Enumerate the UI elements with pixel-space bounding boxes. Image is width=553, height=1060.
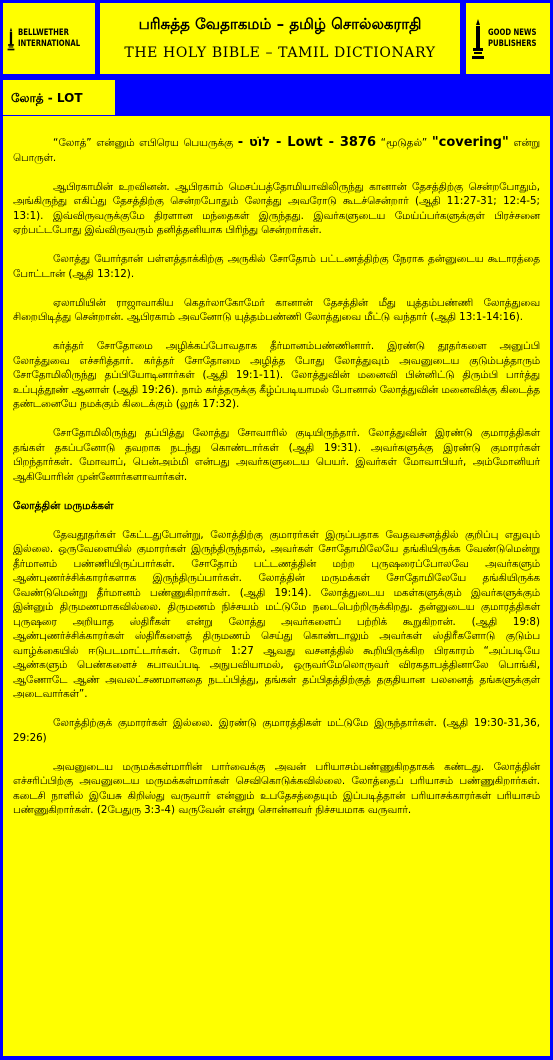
topic-label: லோத் - LOT	[11, 91, 83, 105]
good-news-logo	[470, 7, 546, 70]
header-left-logo-box	[3, 3, 95, 74]
article-body	[3, 116, 550, 818]
paragraph: லோத்திற்குக் குமாரர்கள் இல்லை. இரண்டு குமாரத்திகள் மட்டுமே இருந்தார்கள். (ஆதி 19:30-31,36, 29:26)	[13, 717, 540, 744]
paragraph: தேவதூதர்கள் கேட்டதுபோன்று, லோத்திற்கு குமாரர்கள் இருப்பதாக வேதவசனத்தில் குறிப்பு எதுவும் இல்லை. ஒருவேளையில் குமாரர்கள் இருந்திருந்தால், அவர்கள் சோதோமிலேயே தங்கியிருக்க வேண்டுமென்று தீர்மானம் பண்ணியிருப்பார்கள். சோதோம் பட்டணத்தின் மற்ற புருஷரைப்போலவே அவர்களும் ஆண்புணர்ச்சிக்காரர்களாக இருந்திருப்பார்கள். லோத்தின் மருமக்கள் சோதோமிலேயே தங்கியிருக்க வேண்டுமென்று தீர்மானம் பண்ணுகிறார்கள். (ஆதி 19:14). லோத்துடைய மகள்களுக்கும் இவர்களுக்கும் இன்னும் திருமணமாகவில்லை. திருமணம் நிச்சயம் மட்டுமே நடைபெற்றிருக்கிறது. தன்னுடைய குமாரத்திகள் புருஷரை அறியாத ஸ்திரீகள் என்று லோத்து அவர்களைப் பற்றிக் கூறுகிறான். (ஆதி 19:8) ஆண்புணர்ச்சிக்காரர்கள் ஸ்திரீகளைத் திருமணம் செய்து கொண்டாலும் அவர்கள் ஸ்திரீகளோடு குடும்ப வாழ்க்கையில் ஈடுபடமாட்டார்கள். ரோமர் 1:27 ஆவது வசனத்தில் கூறியிருக்கிற பிரகாரம் “அப்படியே ஆண்களும் பெண்களைச் சுபாவப்படி அநுபவியாமல், ஒருவர்மேலொருவர் விரகதாபத்தினாலே பொங்கி, ஆணோடே ஆண் அவலட்சணமானதை நடப்பித்து, தங்கள் தப்பிதத்திற்குத் தகுதியான பலனைத் தங்களுக்குள் அடைவார்கள்”.	[13, 528, 540, 700]
topic-label-box	[3, 80, 115, 115]
intro-paragraph	[13, 136, 540, 165]
paragraph: சோதோமிலிருந்து தப்பித்து லோத்து சோவாரில் குடியிருந்தார். லோத்துவின் இரண்டு குமாரத்திகள் தங்கள் தகப்பனோடு தவறாக நடந்து கொண்டார்கள் (ஆதி 19:31). அவர்களுக்கு இரண்டு குமாரர்கள் பிறந்தார்கள். மோவாப், பென்அம்மி என்பது அவர்களுடைய பெயர். இவர்கள் மோவாபியர், அம்மோனியர் ஆகியோரின் முன்னோர்களாவார்கள்.	[13, 427, 540, 483]
intro-prefix: “லோத்” என்னும் எபிரெய பெயருக்கு	[53, 137, 238, 149]
bellwether-logo	[7, 7, 91, 70]
bellwether-logo-text: BELLWETHER INTERNATIONAL	[17, 27, 81, 49]
paragraph: ஆபிரகாமின் உறவினன். ஆபிரகாம் மெசப்பத்தோமியாவிலிருந்து கானான் தேசத்திற்கு சென்றபோதும், அங்கிருந்து எகிப்து தேசத்திற்கு சென்றபோதும் லோத்து அவரோடு கூடச்சென்றார் (ஆதி 11:27-31; 12:4-5; 13:1). இவ்விருவருக்குமே திரளான மந்தைகள் இருந்தது. இவர்களுடைய மேய்ப்பர்களுக்குள் பிரச்சனை ஏற்பட்டபோது இவ்விருவரும் தனித்தனியாக பிரிந்து சென்றார்கள்.	[13, 180, 540, 236]
section-heading: லோத்தின் மருமக்கள்	[13, 499, 114, 512]
paragraph: கர்த்தர் சோதோமை அழிக்கப்போவதாக தீர்மானம்பண்ணினார். இரண்டு தூதர்களை அனுப்பி லோத்துவை எச்சரித்தார். கர்த்தர் சோதோமை அழித்த போது லோத்துவும் அவனுடைய குடும்பத்தாரும் சோதோமிலிருந்து தப்பியோடினார்கள் (ஆதி 19:1-11). லோத்துவின் மனைவி பின்னிட்டு திரும்பி பார்த்து உப்புத்தூண் ஆனாள் (ஆதி 19:26). நாம் கர்த்தருக்கு கீழ்ப்படியாமல் போனால் லோத்துவின் மனைவிக்கு கிடைத்த தண்டனையே நமக்கும் கிடைக்கும் (லூக் 17:32).	[13, 340, 540, 410]
good-news-logo-text: GOOD NEWS PUBLISHERS	[487, 27, 537, 49]
lamp-icon	[471, 17, 485, 61]
intro-suffix: என்று பொருள்.	[13, 137, 541, 164]
lamp-icon	[7, 17, 15, 61]
page-title-tamil: பரிசுத்த வேதாகமம் – தமிழ் சொல்லகராதி	[138, 15, 422, 33]
hebrew-word: - לוֹט - Lowt - 3876	[237, 135, 377, 150]
paragraph: லோத்து யோர்தான் பள்ளத்தாக்கிற்கு அருகில் சோதோம் பட்டணத்திற்கு நேராக தன்னுடைய கூடாரத்தை போட்டான் (ஆதி 13:12).	[13, 253, 540, 280]
english-meaning: "covering"	[431, 135, 509, 150]
paragraph: ஏலாமியின் ராஜாவாகிய கெதர்லாகோமேர் கானான் தேசத்தின் மீது யுத்தம்பண்ணி லோத்துவை சிறைபிடித்து சென்றான். ஆபிரகாம் அவனோடு யுத்தம்பண்ணி லோத்துவை மீட்டு வந்தார் (ஆதி 13:1-14:16).	[13, 296, 540, 323]
page-title-english: THE HOLY BIBLE – TAMIL DICTIONARY	[124, 45, 436, 61]
header-right-logo-box	[466, 3, 550, 74]
intro-middle: “மூடுதல்”	[376, 137, 432, 149]
header-title-box	[100, 3, 460, 74]
main-content-panel	[3, 116, 550, 1056]
paragraph: அவனுடைய மருமக்கள்மாரின் பார்வைக்கு அவன் பரியாசம்பண்ணுகிறதாகக் கண்டது. லோத்தின் எச்சரிப்பிற்கு அவனுடைய மருமக்கள்மார்கள் செவிகொடுக்கவில்லை. லோத்தைப் பரியாசம் பண்ணுகிறார்கள். கடைசி நாளில் இயேசு கிறிஸ்து வருவார் என்னும் உபதேசத்தையும் இப்படித்தான் பரியாசக்காரர்கள் பரியாசம் பண்ணுகிறார்கள். (2பேதுரு 3:3-4) வருவேன் என்று சொன்னவர் நிச்சயமாக வருவார்.	[13, 760, 540, 816]
